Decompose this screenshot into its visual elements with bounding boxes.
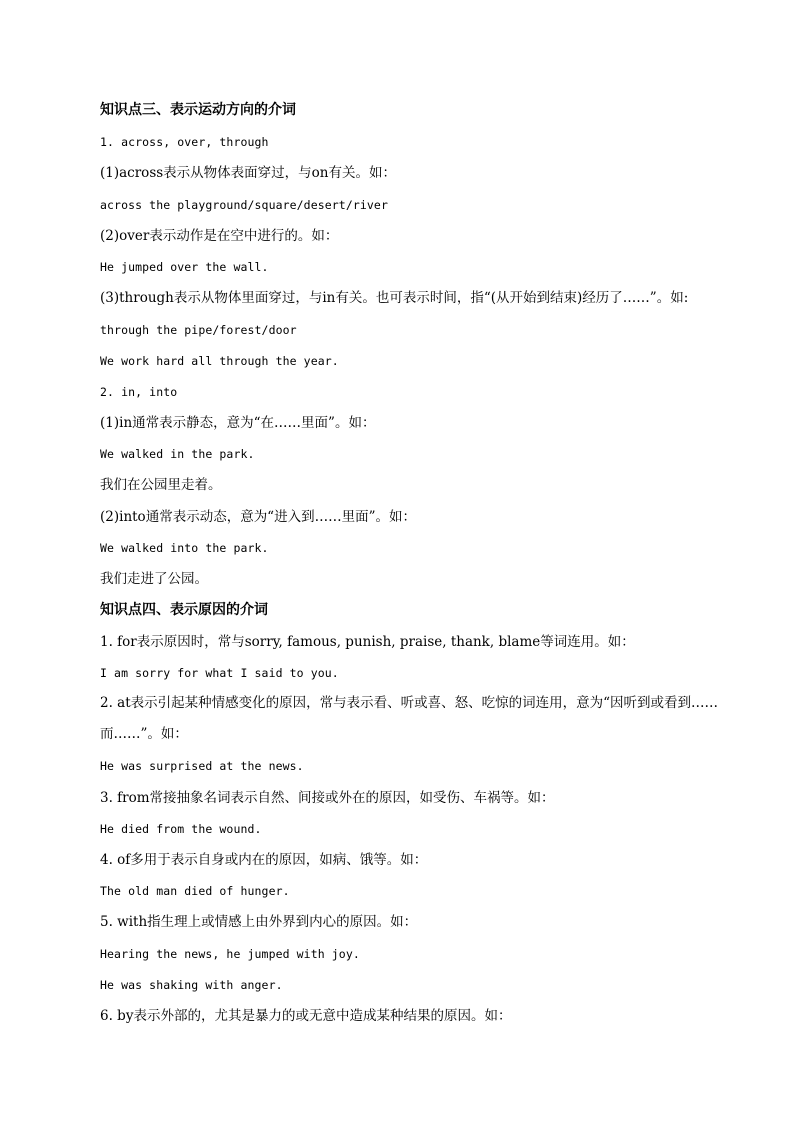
rule-text: 2. at表示引起某种情感变化的原因，常与表示看、听或喜、怒、吃惊的词连用，意为“因听到或看到……而……”。如：: [100, 695, 719, 742]
rule-text: 1. for表示原因时，常与sorry, famous, punish, praise, thank, blame等词连用。如：: [100, 634, 635, 650]
example-text: We work hard all through the year.: [100, 354, 339, 368]
translation-text: 我们在公园里走着。: [100, 477, 222, 493]
example-text: We walked into the park.: [100, 541, 269, 555]
example-text: I am sorry for what I said to you.: [100, 666, 339, 680]
example-text: We walked in the park.: [100, 447, 255, 461]
rule-text: 6. by表示外部的，尤其是暴力的或无意中造成某种结果的原因。如：: [100, 1008, 512, 1024]
rule-text: (1)in通常表示静态，意为“在……里面”。如：: [100, 415, 376, 431]
translation-text: 我们走进了公园。: [100, 571, 208, 587]
example-text: He died from the wound.: [100, 822, 262, 836]
example-text: through the pipe/forest/door: [100, 323, 297, 337]
list-item: 1. across, over, through: [100, 135, 269, 149]
rule-text: 4. of多用于表示自身或内在的原因，如病、饿等。如：: [100, 852, 428, 868]
example-text: He was surprised at the news.: [100, 759, 304, 773]
example-text: The old man died of hunger.: [100, 884, 290, 898]
rule-text: (3)through表示从物体里面穿过，与in有关。也可表示时间，指“(从开始到结束)经历了……”。如:: [100, 290, 689, 306]
rule-text: 3. from常接抽象名词表示自然、间接或外在的原因，如受伤、车祸等。如：: [100, 790, 555, 806]
example-text: across the playground/square/desert/river: [100, 198, 388, 212]
example-text: Hearing the news, he jumped with joy.: [100, 947, 360, 961]
rule-text: (2)over表示动作是在空中进行的。如：: [100, 228, 339, 244]
example-text: He jumped over the wall.: [100, 260, 269, 274]
example-text: He was shaking with anger.: [100, 978, 283, 992]
rule-text: (1)across表示从物体表面穿过，与on有关。如：: [100, 165, 396, 181]
rule-text: 5. with指生理上或情感上由外界到内心的原因。如：: [100, 914, 418, 930]
section-heading: 知识点三、表示运动方向的介词: [100, 102, 296, 118]
list-item: 2. in, into: [100, 385, 178, 399]
rule-text: (2)into通常表示动态，意为“进入到……里面”。如：: [100, 509, 416, 525]
section-heading: 知识点四、表示原因的介词: [100, 602, 268, 618]
